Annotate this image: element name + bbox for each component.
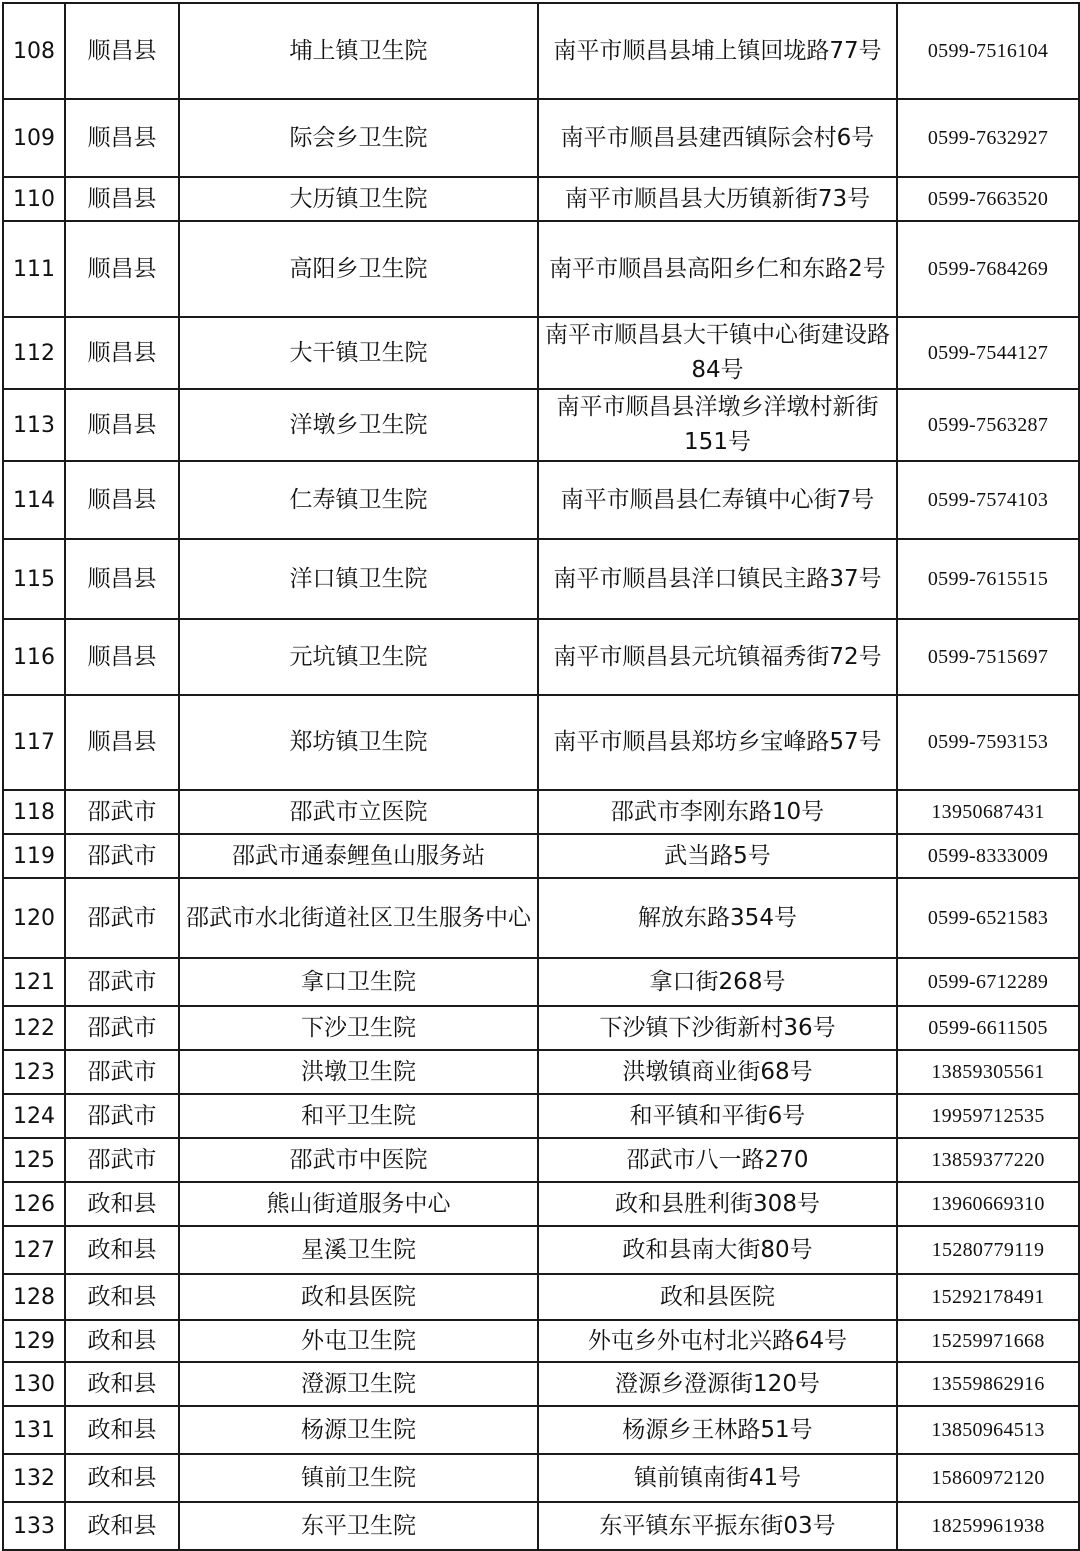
cell-number: 129 xyxy=(3,1320,65,1362)
table-row xyxy=(3,1226,1079,1274)
cell-phone: 13960669310 xyxy=(897,1182,1079,1226)
cell-hospital-name: 政和县医院 xyxy=(179,1274,538,1320)
cell-county: 顺昌县 xyxy=(65,619,179,695)
cell-address: 和平镇和平街6号 xyxy=(538,1094,897,1138)
cell-number: 112 xyxy=(3,317,65,389)
cell-county: 顺昌县 xyxy=(65,539,179,619)
cell-hospital-name: 邵武市中医院 xyxy=(179,1138,538,1182)
cell-phone: 0599-7593153 xyxy=(897,695,1079,790)
cell-address: 邵武市李刚东路10号 xyxy=(538,790,897,834)
cell-number: 108 xyxy=(3,3,65,99)
cell-county: 顺昌县 xyxy=(65,221,179,317)
cell-phone: 0599-7663520 xyxy=(897,177,1079,221)
cell-hospital-name: 邵武市水北街道社区卫生服务中心 xyxy=(179,878,538,958)
cell-address: 南平市顺昌县大干镇中心街建设路84号 xyxy=(538,317,897,389)
hospital-table xyxy=(2,2,1080,1551)
cell-number: 130 xyxy=(3,1362,65,1406)
cell-number: 126 xyxy=(3,1182,65,1226)
cell-phone: 0599-7515697 xyxy=(897,619,1079,695)
cell-address: 洪墩镇商业街68号 xyxy=(538,1050,897,1094)
cell-hospital-name: 邵武市通泰鲤鱼山服务站 xyxy=(179,834,538,878)
cell-hospital-name: 杨源卫生院 xyxy=(179,1406,538,1454)
cell-number: 123 xyxy=(3,1050,65,1094)
cell-hospital-name: 埔上镇卫生院 xyxy=(179,3,538,99)
table-row xyxy=(3,539,1079,619)
table-row xyxy=(3,1138,1079,1182)
table-row xyxy=(3,1274,1079,1320)
cell-hospital-name: 高阳乡卫生院 xyxy=(179,221,538,317)
cell-number: 113 xyxy=(3,389,65,461)
cell-county: 邵武市 xyxy=(65,1006,179,1050)
table-row xyxy=(3,1454,1079,1502)
cell-number: 127 xyxy=(3,1226,65,1274)
cell-county: 顺昌县 xyxy=(65,461,179,539)
cell-address: 南平市顺昌县仁寿镇中心街7号 xyxy=(538,461,897,539)
table-row xyxy=(3,790,1079,834)
cell-county: 邵武市 xyxy=(65,958,179,1006)
cell-hospital-name: 东平卫生院 xyxy=(179,1502,538,1550)
cell-hospital-name: 熊山街道服务中心 xyxy=(179,1182,538,1226)
cell-number: 119 xyxy=(3,834,65,878)
cell-hospital-name: 大历镇卫生院 xyxy=(179,177,538,221)
cell-county: 政和县 xyxy=(65,1502,179,1550)
table-row xyxy=(3,878,1079,958)
table-row xyxy=(3,99,1079,177)
cell-phone: 13850964513 xyxy=(897,1406,1079,1454)
table-row xyxy=(3,1362,1079,1406)
cell-county: 政和县 xyxy=(65,1320,179,1362)
cell-address: 解放东路354号 xyxy=(538,878,897,958)
cell-phone: 0599-7684269 xyxy=(897,221,1079,317)
cell-address: 邵武市八一路270 xyxy=(538,1138,897,1182)
cell-address: 南平市顺昌县郑坊乡宝峰路57号 xyxy=(538,695,897,790)
cell-hospital-name: 大干镇卫生院 xyxy=(179,317,538,389)
cell-address: 政和县胜利街308号 xyxy=(538,1182,897,1226)
table-row xyxy=(3,177,1079,221)
table-row xyxy=(3,958,1079,1006)
cell-address: 政和县南大街80号 xyxy=(538,1226,897,1274)
cell-hospital-name: 洪墩卫生院 xyxy=(179,1050,538,1094)
cell-hospital-name: 下沙卫生院 xyxy=(179,1006,538,1050)
cell-phone: 0599-7632927 xyxy=(897,99,1079,177)
cell-hospital-name: 际会乡卫生院 xyxy=(179,99,538,177)
table-row xyxy=(3,1006,1079,1050)
cell-county: 邵武市 xyxy=(65,878,179,958)
cell-address: 南平市顺昌县高阳乡仁和东路2号 xyxy=(538,221,897,317)
hospital-table-body xyxy=(3,3,1079,1550)
cell-phone: 15280779119 xyxy=(897,1226,1079,1274)
cell-address: 政和县医院 xyxy=(538,1274,897,1320)
table-row xyxy=(3,1406,1079,1454)
cell-hospital-name: 镇前卫生院 xyxy=(179,1454,538,1502)
table-row xyxy=(3,1050,1079,1094)
cell-phone: 13859305561 xyxy=(897,1050,1079,1094)
cell-phone: 0599-7615515 xyxy=(897,539,1079,619)
cell-hospital-name: 洋墩乡卫生院 xyxy=(179,389,538,461)
cell-phone: 0599-6611505 xyxy=(897,1006,1079,1050)
table-row xyxy=(3,389,1079,461)
cell-county: 邵武市 xyxy=(65,834,179,878)
cell-hospital-name: 仁寿镇卫生院 xyxy=(179,461,538,539)
cell-hospital-name: 郑坊镇卫生院 xyxy=(179,695,538,790)
cell-number: 125 xyxy=(3,1138,65,1182)
cell-county: 邵武市 xyxy=(65,1050,179,1094)
cell-county: 顺昌县 xyxy=(65,177,179,221)
cell-address: 南平市顺昌县建西镇际会村6号 xyxy=(538,99,897,177)
table-row xyxy=(3,1182,1079,1226)
cell-address: 南平市顺昌县元坑镇福秀街72号 xyxy=(538,619,897,695)
cell-phone: 0599-7544127 xyxy=(897,317,1079,389)
cell-address: 南平市顺昌县大历镇新街73号 xyxy=(538,177,897,221)
cell-county: 政和县 xyxy=(65,1274,179,1320)
cell-address: 南平市顺昌县洋口镇民主路37号 xyxy=(538,539,897,619)
cell-hospital-name: 外屯卫生院 xyxy=(179,1320,538,1362)
cell-address: 南平市顺昌县洋墩乡洋墩村新街151号 xyxy=(538,389,897,461)
cell-phone: 13859377220 xyxy=(897,1138,1079,1182)
cell-phone: 0599-7563287 xyxy=(897,389,1079,461)
cell-number: 110 xyxy=(3,177,65,221)
cell-county: 政和县 xyxy=(65,1406,179,1454)
cell-address: 南平市顺昌县埔上镇回垅路77号 xyxy=(538,3,897,99)
table-row xyxy=(3,317,1079,389)
cell-phone: 0599-6521583 xyxy=(897,878,1079,958)
cell-address: 下沙镇下沙街新村36号 xyxy=(538,1006,897,1050)
cell-phone: 13950687431 xyxy=(897,790,1079,834)
cell-address: 武当路5号 xyxy=(538,834,897,878)
table-row xyxy=(3,695,1079,790)
cell-county: 顺昌县 xyxy=(65,99,179,177)
cell-county: 顺昌县 xyxy=(65,3,179,99)
cell-phone: 15259971668 xyxy=(897,1320,1079,1362)
cell-number: 109 xyxy=(3,99,65,177)
cell-number: 117 xyxy=(3,695,65,790)
table-row xyxy=(3,3,1079,99)
cell-county: 政和县 xyxy=(65,1226,179,1274)
cell-hospital-name: 洋口镇卫生院 xyxy=(179,539,538,619)
cell-number: 121 xyxy=(3,958,65,1006)
table-row xyxy=(3,221,1079,317)
cell-county: 顺昌县 xyxy=(65,695,179,790)
cell-county: 顺昌县 xyxy=(65,389,179,461)
cell-number: 116 xyxy=(3,619,65,695)
cell-hospital-name: 元坑镇卫生院 xyxy=(179,619,538,695)
cell-phone: 15292178491 xyxy=(897,1274,1079,1320)
cell-number: 131 xyxy=(3,1406,65,1454)
cell-hospital-name: 澄源卫生院 xyxy=(179,1362,538,1406)
cell-county: 邵武市 xyxy=(65,1094,179,1138)
cell-address: 东平镇东平振东街03号 xyxy=(538,1502,897,1550)
table-row xyxy=(3,1320,1079,1362)
cell-county: 政和县 xyxy=(65,1454,179,1502)
cell-phone: 0599-8333009 xyxy=(897,834,1079,878)
cell-number: 114 xyxy=(3,461,65,539)
table-row xyxy=(3,834,1079,878)
table-row xyxy=(3,461,1079,539)
cell-county: 政和县 xyxy=(65,1182,179,1226)
cell-phone: 0599-6712289 xyxy=(897,958,1079,1006)
cell-number: 124 xyxy=(3,1094,65,1138)
cell-number: 111 xyxy=(3,221,65,317)
cell-number: 120 xyxy=(3,878,65,958)
cell-phone: 15860972120 xyxy=(897,1454,1079,1502)
cell-county: 政和县 xyxy=(65,1362,179,1406)
cell-hospital-name: 拿口卫生院 xyxy=(179,958,538,1006)
cell-county: 邵武市 xyxy=(65,1138,179,1182)
cell-hospital-name: 和平卫生院 xyxy=(179,1094,538,1138)
cell-number: 118 xyxy=(3,790,65,834)
cell-phone: 19959712535 xyxy=(897,1094,1079,1138)
cell-county: 顺昌县 xyxy=(65,317,179,389)
cell-phone: 18259961938 xyxy=(897,1502,1079,1550)
cell-phone: 13559862916 xyxy=(897,1362,1079,1406)
cell-number: 115 xyxy=(3,539,65,619)
cell-number: 122 xyxy=(3,1006,65,1050)
cell-number: 133 xyxy=(3,1502,65,1550)
cell-hospital-name: 邵武市立医院 xyxy=(179,790,538,834)
cell-county: 邵武市 xyxy=(65,790,179,834)
cell-address: 镇前镇南街41号 xyxy=(538,1454,897,1502)
cell-phone: 0599-7516104 xyxy=(897,3,1079,99)
table-row xyxy=(3,619,1079,695)
cell-address: 澄源乡澄源街120号 xyxy=(538,1362,897,1406)
cell-number: 128 xyxy=(3,1274,65,1320)
cell-phone: 0599-7574103 xyxy=(897,461,1079,539)
table-row xyxy=(3,1094,1079,1138)
cell-hospital-name: 星溪卫生院 xyxy=(179,1226,538,1274)
cell-address: 杨源乡王林路51号 xyxy=(538,1406,897,1454)
cell-address: 外屯乡外屯村北兴路64号 xyxy=(538,1320,897,1362)
cell-number: 132 xyxy=(3,1454,65,1502)
cell-address: 拿口街268号 xyxy=(538,958,897,1006)
